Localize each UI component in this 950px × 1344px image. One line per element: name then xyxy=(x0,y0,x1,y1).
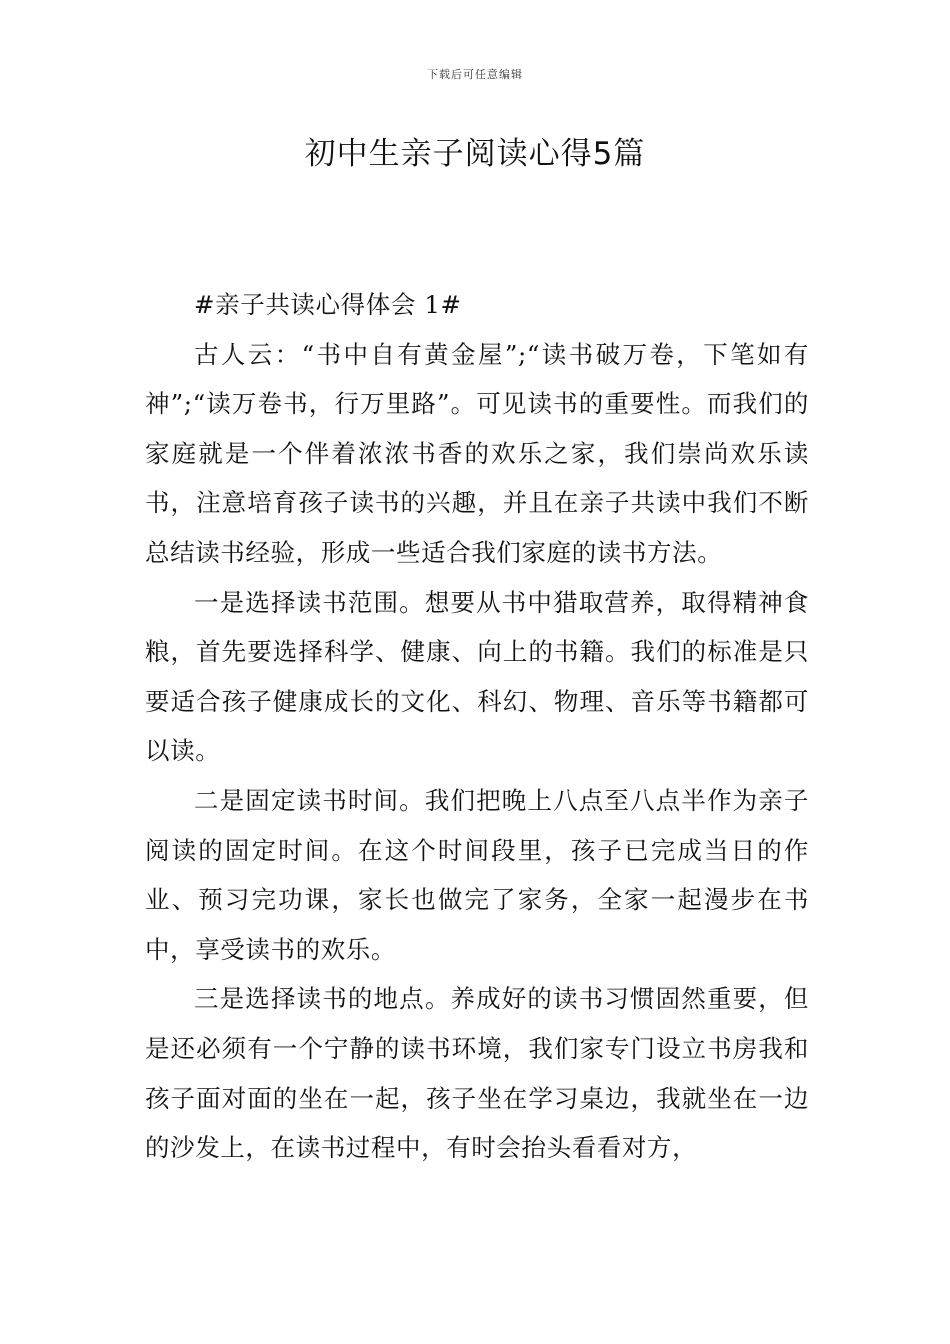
paragraph-4: 三是选择读书的地点。养成好的读书习惯固然重要，但是还必须有一个宁静的读书环境，我们家专门设立书房我和孩子面对面的坐在一起，孩子坐在学习桌边，我就坐在一边的沙发上，在读书过程中，有时会抬头看看对方， xyxy=(145,984,809,1163)
document-title: 初中生亲子阅读心得5篇 xyxy=(304,136,646,172)
header-note: 下载后可任意编辑 xyxy=(427,68,523,81)
section-heading: #亲子共读心得体会 1# xyxy=(194,290,462,319)
paragraph-1: 古人云：“书中自有黄金屋”;“读书破万卷，下笔如有神”;“读万卷书，行万里路”。可见读书的重要性。而我们的家庭就是一个伴着浓浓书香的欢乐之家，我们崇尚欢乐读书，注意培育孩子读书的兴趣，并且在亲子共读中我们不断总结读书经验，形成一些适合我们家庭的读书方法。 xyxy=(145,339,809,567)
paragraph-3: 二是固定读书时间。我们把晚上八点至八点半作为亲子阅读的固定时间。在这个时间段里，孩子已完成当日的作业、预习完功课，家长也做完了家务，全家一起漫步在书中，享受读书的欢乐。 xyxy=(145,785,809,964)
document-body xyxy=(145,280,809,1173)
paragraph-2: 一是选择读书范围。想要从书中猎取营养，取得精神食粮，首先要选择科学、健康、向上的书籍。我们的标准是只要适合孩子健康成长的文化、科幻、物理、音乐等书籍都可以读。 xyxy=(145,587,809,766)
